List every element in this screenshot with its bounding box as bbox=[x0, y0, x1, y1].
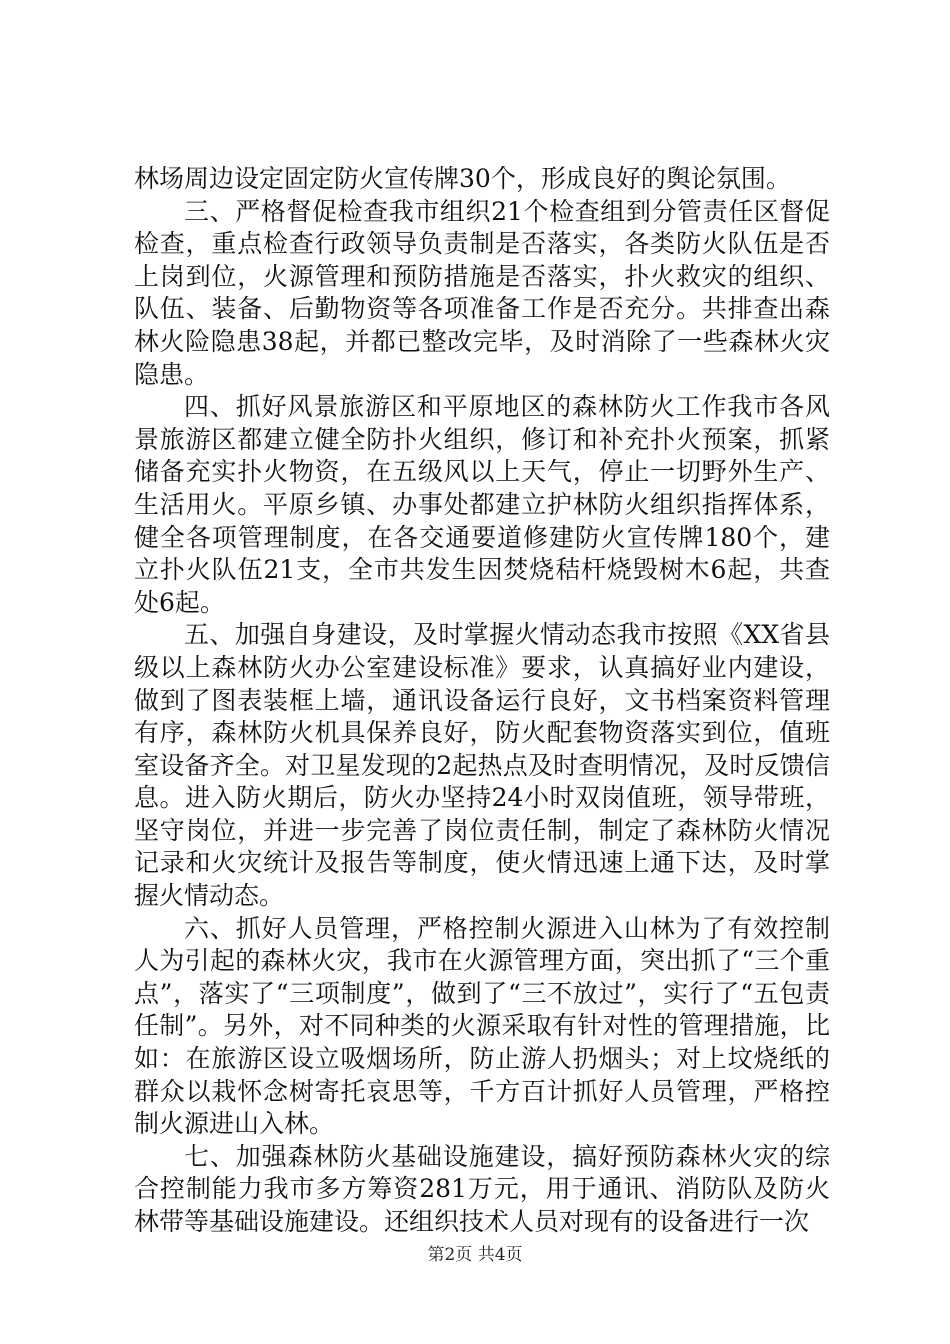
document-body bbox=[134, 163, 830, 1239]
paragraph-section-7: 七、加强森林防火基础设施建设，搞好预防森林火灾的综合控制能力我市多方筹资281万元，用于通讯、消防队及防火林带等基础设施建设。还组织技术人员对现有的设备进行一次 bbox=[134, 1141, 830, 1236]
paragraph-continuation: 林场周边设定固定防火宣传牌30个，形成良好的舆论氛围。 bbox=[134, 164, 791, 193]
paragraph-section-6: 六、抓好人员管理，严格控制火源进入山林为了有效控制人为引起的森林火灾，我市在火源管理方面，突出抓了“三个重点”，落实了“三项制度”，做到了“三不放过”，实行了“五包责任制”。另外，对不同种类的火源采取有针对性的管理措施，比如：在旅游区设立吸烟场所，防止游人扔烟头；对上坟烧纸的群众以栽怀念树寄托哀思等，千方百计抓好人员管理，严格控制火源进山入林。 bbox=[134, 913, 830, 1139]
paragraph-section-5: 五、加强自身建设，及时掌握火情动态我市按照《XX省县级以上森林防火办公室建设标准》要求，认真搞好业内建设，做到了图表装框上墙，通讯设备运行良好，文书档案资料管理有序，森林防火机具保养良好，防火配套物资落实到位，值班室设备齐全。对卫星发现的2起热点及时查明情况，及时反馈信息。进入防火期后，防火办坚持24小时双岗值班，领导带班，坚守岗位，并进一步完善了岗位责任制，制定了森林防火情况记录和火灾统计及报告等制度，使火情迅速上通下达，及时掌握火情动态。 bbox=[134, 620, 830, 911]
page-number-footer: 第2页 共4页 bbox=[427, 1245, 523, 1265]
paragraph-section-4: 四、抓好风景旅游区和平原地区的森林防火工作我市各风景旅游区都建立健全防扑火组织，修订和补充扑火预案，抓紧储备充实扑火物资，在五级风以上天气，停止一切野外生产、生活用火。平原乡镇、办事处都建立护林防火组织指挥体系，健全各项管理制度，在各交通要道修建防火宣传牌180个，建立扑火队伍21支，全市共发生因焚烧秸杆烧毁树木6起，共查处6起。 bbox=[134, 392, 830, 617]
paragraph-section-3: 三、严格督促检查我市组织21个检查组到分管责任区督促检查，重点检查行政领导负责制是否落实，各类防火队伍是否上岗到位，火源管理和预防措施是否落实，扑火救灾的组织、队伍、装备、后勤物资等各项准备工作是否充分。共排查出森林火险隐患38起，并都已整改完毕，及时消除了一些森林火灾隐患。 bbox=[134, 196, 830, 389]
